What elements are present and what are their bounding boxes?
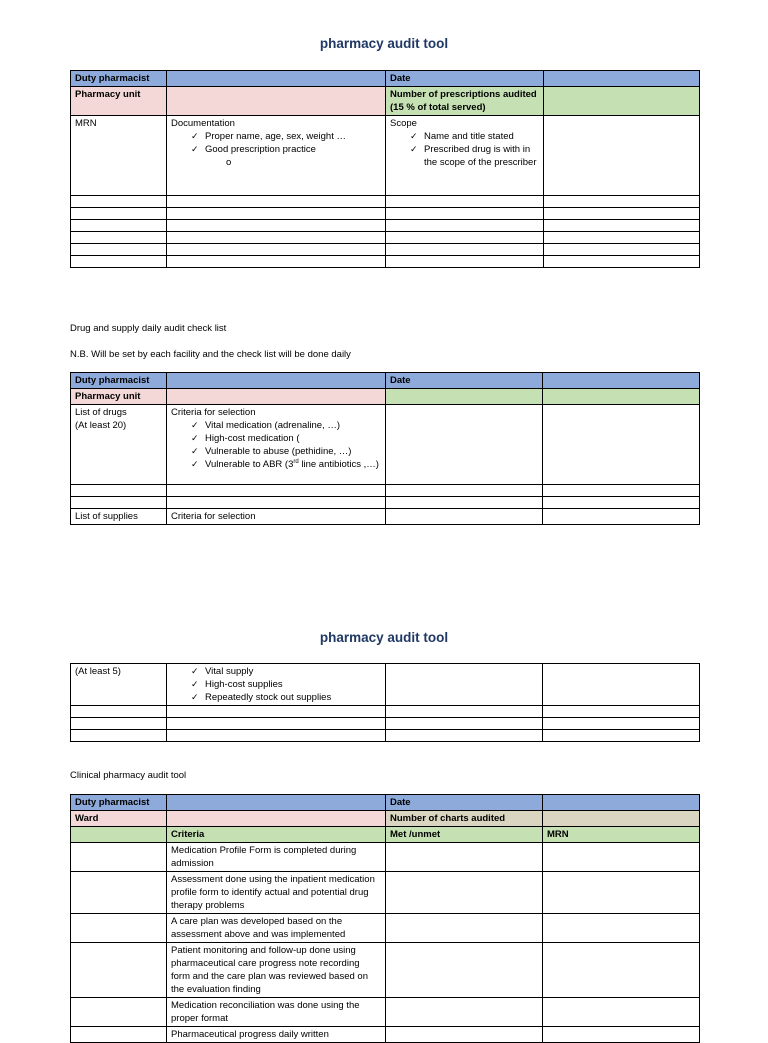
empty-cell[interactable]	[71, 485, 167, 497]
date-label: Date	[386, 71, 544, 87]
empty-cell[interactable]	[167, 208, 386, 220]
check-item: ✓ Name and title stated	[410, 130, 539, 143]
empty-cell[interactable]	[167, 244, 386, 256]
num-prescriptions-label: Number of prescriptions audited (15 % of total served)	[386, 87, 544, 116]
empty-cell[interactable]	[544, 232, 700, 244]
met-unmet-cell[interactable]	[386, 872, 543, 914]
mrn-cell[interactable]	[543, 943, 700, 998]
criteria-text: Patient monitoring and follow-up done using pharmaceutical care progress note recording form and the care plan was reviewed based on the evaluation finding	[167, 943, 386, 998]
ward-value[interactable]	[167, 811, 386, 827]
empty-cell[interactable]	[386, 244, 544, 256]
section-heading-drug-supply: Drug and supply daily audit check list	[70, 323, 227, 334]
check-item: ✓ Proper name, age, sex, weight …	[191, 130, 381, 143]
mrn-cell[interactable]	[543, 914, 700, 943]
empty-cell[interactable]	[167, 196, 386, 208]
empty-cell[interactable]	[543, 706, 700, 718]
empty-cell[interactable]	[167, 718, 386, 730]
at-least-20-label: (At least 20)	[75, 420, 127, 431]
empty-cell[interactable]	[71, 497, 167, 509]
mrn-header: MRN	[543, 827, 700, 843]
met-unmet-cell[interactable]	[386, 998, 543, 1027]
empty-cell[interactable]	[543, 730, 700, 742]
empty-cell[interactable]	[543, 718, 700, 730]
green-cell[interactable]	[386, 389, 543, 405]
check-item: ✓ High-cost supplies	[191, 678, 381, 691]
check-item: ✓ Repeatedly stock out supplies	[191, 691, 381, 704]
table-row	[71, 1027, 700, 1043]
empty-cell[interactable]	[71, 208, 167, 220]
table-row	[71, 998, 700, 1027]
duty-pharmacist-value[interactable]	[167, 71, 386, 87]
empty-cell[interactable]	[71, 196, 167, 208]
duty-pharmacist-value[interactable]	[167, 373, 386, 389]
empty-cell[interactable]	[71, 718, 167, 730]
empty-cell[interactable]	[543, 664, 700, 706]
met-unmet-cell[interactable]	[386, 914, 543, 943]
empty-cell[interactable]	[544, 116, 700, 196]
empty-cell[interactable]	[71, 998, 167, 1027]
prescription-audit-table	[70, 70, 700, 268]
table-row	[71, 943, 700, 998]
at-least-5-label: (At least 5)	[71, 664, 167, 706]
duty-pharmacist-label: Duty pharmacist	[71, 373, 167, 389]
empty-cell[interactable]	[71, 730, 167, 742]
abr-text-sup: rd	[293, 458, 299, 465]
criteria2-label: Criteria for selection	[167, 509, 386, 525]
ward-label: Ward	[71, 811, 167, 827]
empty-cell[interactable]	[386, 718, 543, 730]
duty-pharmacist-label: Duty pharmacist	[71, 71, 167, 87]
pharmacy-unit-label: Pharmacy unit	[71, 87, 167, 116]
empty-cell[interactable]	[386, 485, 543, 497]
empty-cell[interactable]	[71, 843, 167, 872]
supplies-continued-table	[70, 663, 700, 742]
check-item: ✓ High-cost medication (	[191, 432, 381, 445]
empty-cell[interactable]	[167, 256, 386, 268]
check-item: ✓ Prescribed drug is with in the scope of the prescriber	[410, 143, 539, 169]
met-unmet-cell[interactable]	[386, 1027, 543, 1043]
empty-cell[interactable]	[386, 256, 544, 268]
criteria-header: Criteria	[167, 827, 386, 843]
met-unmet-cell[interactable]	[386, 843, 543, 872]
abr-text-pre: Vulnerable to ABR (3	[205, 459, 294, 470]
abr-text-post: line antibiotics ,…)	[298, 459, 379, 470]
criteria-cell	[167, 405, 386, 485]
scope-label: Scope	[390, 118, 417, 129]
empty-cell[interactable]	[544, 208, 700, 220]
empty-cell[interactable]	[167, 706, 386, 718]
empty-cell[interactable]	[544, 196, 700, 208]
check-item: ✓ Good prescription practice	[191, 143, 381, 156]
page-title: pharmacy audit tool	[319, 36, 449, 51]
empty-cell[interactable]	[386, 405, 543, 485]
drug-supply-table	[70, 372, 700, 525]
empty-cell[interactable]	[71, 872, 167, 914]
check-item: ✓ Vital medication (adrenaline, …)	[191, 419, 381, 432]
empty-cell[interactable]	[167, 497, 386, 509]
section-heading-clinical: Clinical pharmacy audit tool	[70, 770, 187, 781]
section-note: N.B. Will be set by each facility and the check list will be done daily	[70, 349, 351, 360]
list-of-drugs-cell	[71, 405, 167, 485]
empty-cell[interactable]	[386, 509, 543, 525]
pharmacy-unit-value[interactable]	[167, 87, 386, 116]
documentation-cell	[167, 116, 386, 196]
empty-cell[interactable]	[543, 497, 700, 509]
empty-cell[interactable]	[71, 914, 167, 943]
empty-cell[interactable]	[71, 943, 167, 998]
criteria-text: Medication reconciliation was done using the proper format	[167, 998, 386, 1027]
empty-cell[interactable]	[167, 232, 386, 244]
green-cell	[71, 827, 167, 843]
empty-cell[interactable]	[386, 706, 543, 718]
empty-cell[interactable]	[386, 208, 544, 220]
check-item: ✓ Vulnerable to abuse (pethidine, …)	[191, 445, 381, 458]
empty-cell[interactable]	[71, 232, 167, 244]
pharmacy-unit-value[interactable]	[167, 389, 386, 405]
empty-cell[interactable]	[544, 220, 700, 232]
supply-criteria-cell	[167, 664, 386, 706]
num-charts-value[interactable]	[543, 811, 700, 827]
met-unmet-cell[interactable]	[386, 943, 543, 998]
empty-cell[interactable]	[386, 220, 544, 232]
empty-cell[interactable]	[71, 1027, 167, 1043]
duty-pharmacist-value[interactable]	[167, 795, 386, 811]
criteria-text: Medication Profile Form is completed during admission	[167, 843, 386, 872]
empty-cell[interactable]	[386, 497, 543, 509]
clinical-audit-table	[70, 794, 700, 1043]
empty-cell[interactable]	[167, 485, 386, 497]
empty-cell[interactable]	[543, 509, 700, 525]
list-of-drugs-label: List of drugs	[75, 407, 127, 418]
date-value[interactable]	[543, 373, 700, 389]
empty-cell[interactable]	[71, 256, 167, 268]
mrn-cell[interactable]	[543, 998, 700, 1027]
criteria-label: Criteria for selection	[171, 407, 256, 418]
scope-cell	[386, 116, 544, 196]
table-row	[71, 843, 700, 872]
mrn-cell[interactable]	[543, 1027, 700, 1043]
empty-cell[interactable]	[71, 220, 167, 232]
empty-cell[interactable]	[167, 730, 386, 742]
page-title: pharmacy audit tool	[319, 630, 449, 645]
pharmacy-unit-label: Pharmacy unit	[71, 389, 167, 405]
mrn-cell[interactable]	[543, 843, 700, 872]
empty-cell[interactable]	[544, 244, 700, 256]
check-item: ✓ Vital supply	[191, 665, 381, 678]
list-of-supplies-label: List of supplies	[71, 509, 167, 525]
empty-cell[interactable]	[543, 405, 700, 485]
date-value[interactable]	[544, 71, 700, 87]
num-charts-label: Number of charts audited	[386, 811, 543, 827]
empty-cell[interactable]	[386, 664, 543, 706]
met-unmet-header: Met /unmet	[386, 827, 543, 843]
empty-cell[interactable]	[71, 706, 167, 718]
empty-cell[interactable]	[71, 244, 167, 256]
sub-bullet: o	[226, 157, 232, 168]
mrn-cell[interactable]	[543, 872, 700, 914]
empty-cell[interactable]	[386, 196, 544, 208]
empty-cell[interactable]	[544, 256, 700, 268]
documentation-label: Documentation	[171, 118, 235, 129]
date-value[interactable]	[543, 795, 700, 811]
table-row	[71, 914, 700, 943]
check-item	[191, 458, 381, 471]
empty-cell[interactable]	[386, 232, 544, 244]
empty-cell[interactable]	[543, 485, 700, 497]
criteria-text: Pharmaceutical progress daily written	[167, 1027, 386, 1043]
duty-pharmacist-label: Duty pharmacist	[71, 795, 167, 811]
date-label: Date	[386, 795, 543, 811]
empty-cell[interactable]	[386, 730, 543, 742]
num-prescriptions-value[interactable]	[544, 87, 700, 116]
criteria-text: A care plan was developed based on the assessment above and was implemented	[167, 914, 386, 943]
empty-cell[interactable]	[167, 220, 386, 232]
green-cell[interactable]	[543, 389, 700, 405]
date-label: Date	[386, 373, 543, 389]
mrn-label: MRN	[71, 116, 167, 196]
table-row	[71, 872, 700, 914]
criteria-text: Assessment done using the inpatient medication profile form to identify actual and potential drug therapy problems	[167, 872, 386, 914]
